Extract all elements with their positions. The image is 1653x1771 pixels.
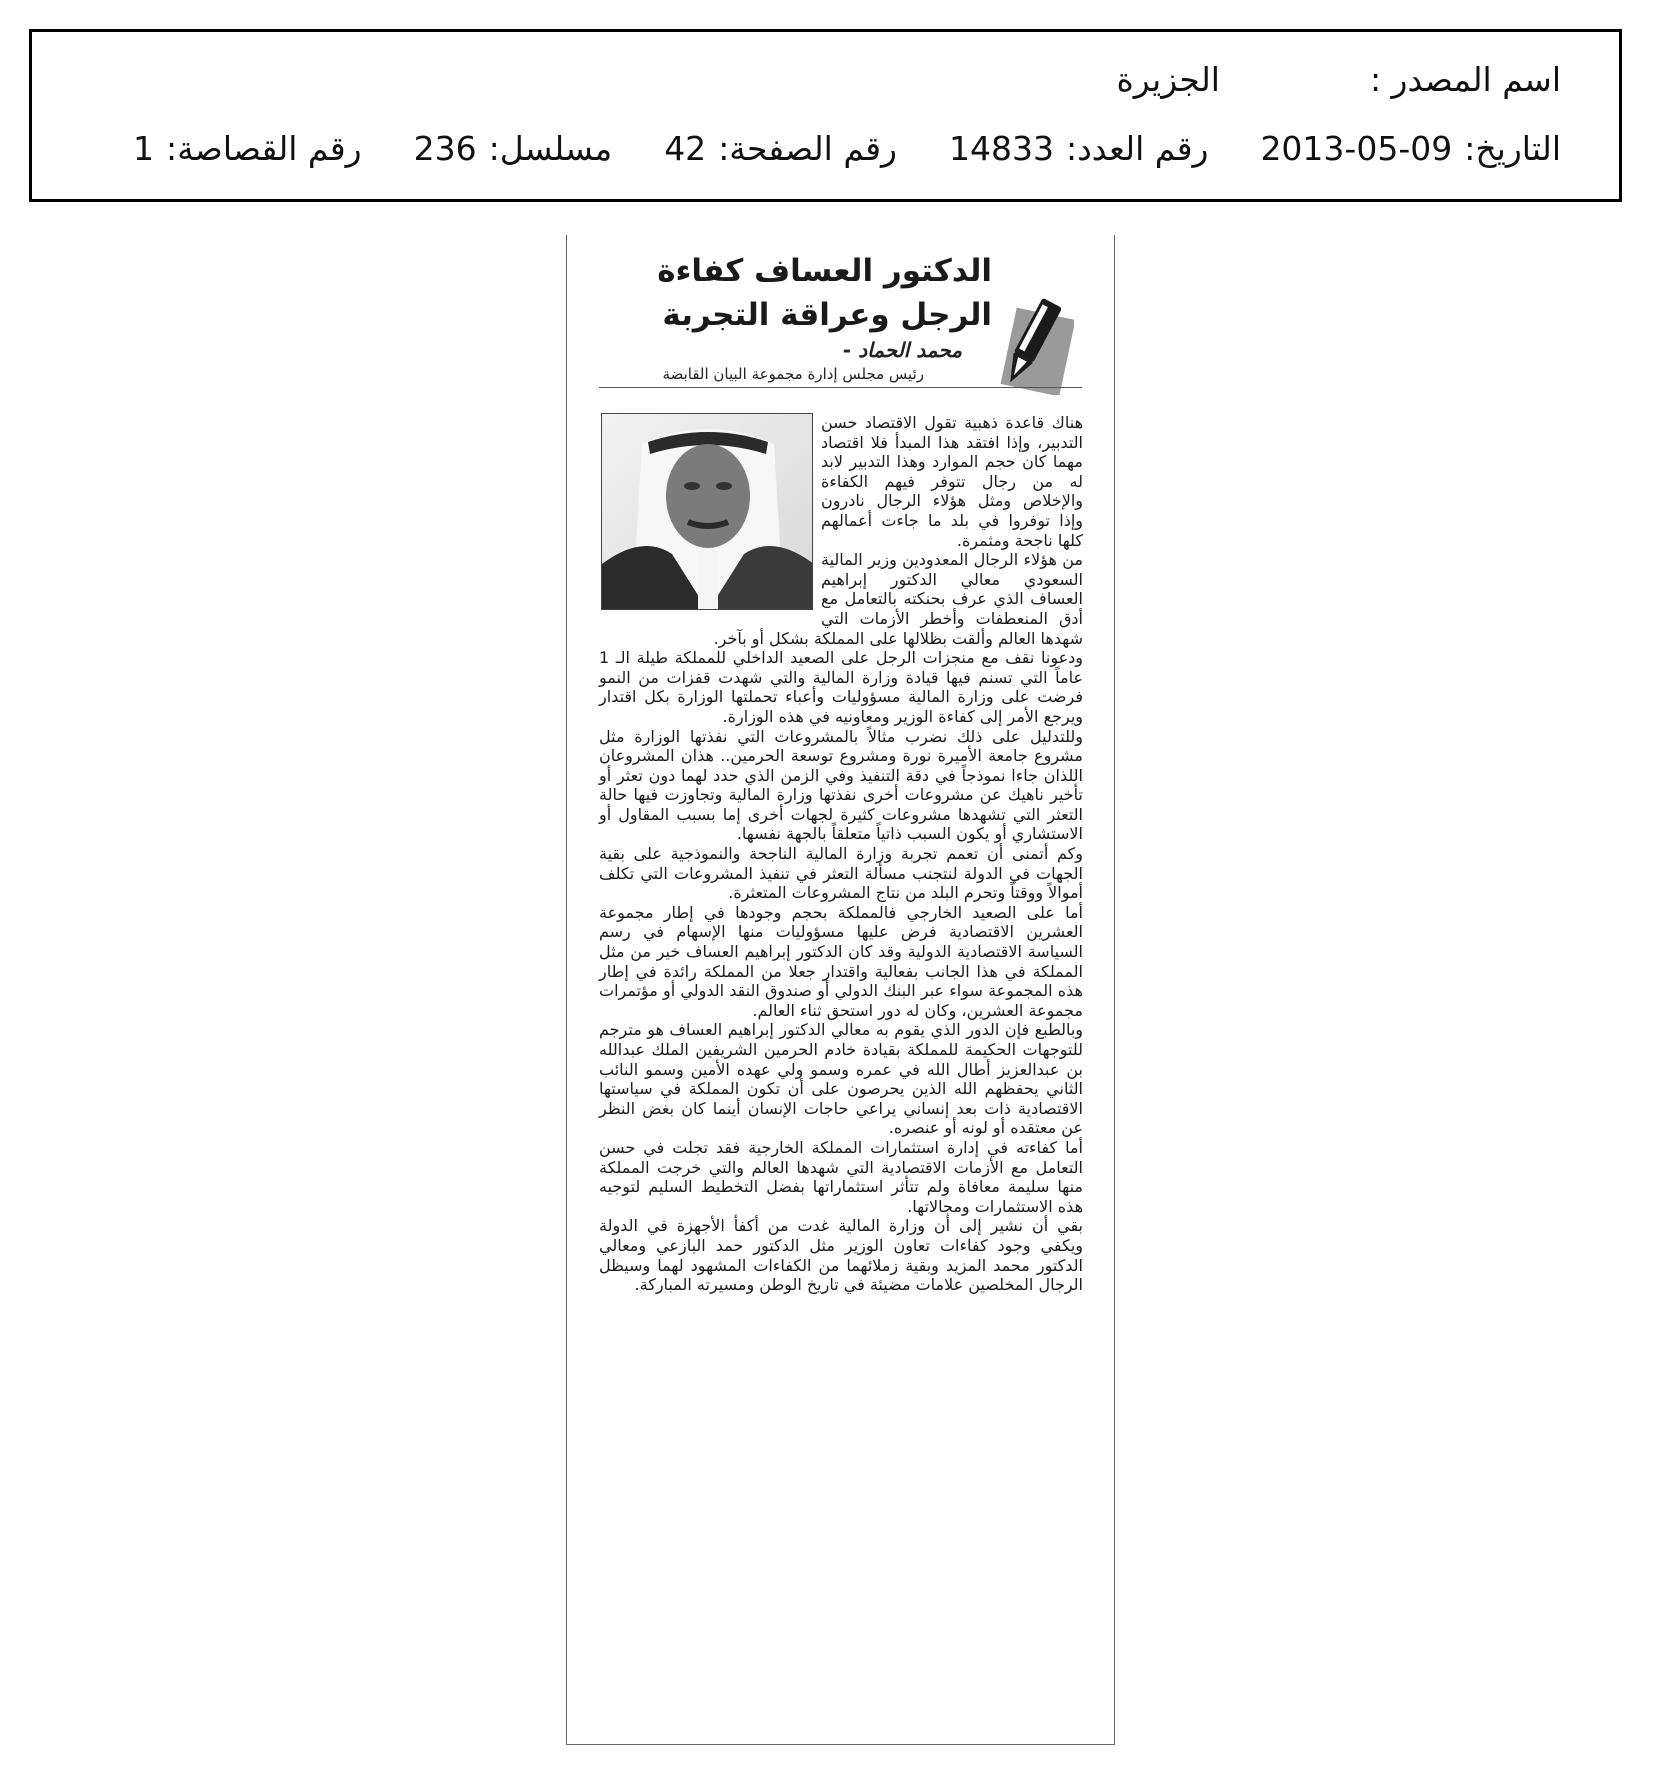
source-row	[1117, 54, 1561, 104]
author-role: رئيس مجلس إدارة مجموعة البيان القابضة	[662, 365, 924, 383]
article-headline: الدكتور العساف كفاءة الرجل وعراقة التجربة	[657, 253, 992, 333]
issue-value: 14833	[949, 128, 1054, 168]
source-value: الجزيرة	[1116, 59, 1220, 99]
serial-label: مسلسل:	[488, 128, 613, 168]
clip-number-field	[133, 129, 362, 168]
serial-field	[414, 129, 613, 168]
article-paragraph: وللتدليل على ذلك نضرب مثالاً بالمشروعات التي نفذتها الوزارة مثل مشروع جامعة الأميرة نورة ومشروع توسعة الحرمين.. هذان المشروعان اللذان جاءا نموذجاً في دقة التنفيذ وفي الزمن الذي حدد لهما دون تعثر أو تأخير ناهيك عن مشروعات أخرى نفذتها وزارة المالية وتجاوزت فيها حالة التعثر التي تشهدها مشروعات كثيرة لجهات أخرى إما بسبب المقاول أو الاستشاري أو يكون السبب ذاتياً متعلقاً بالجهة نفسها.	[599, 726, 1083, 844]
page-value: 42	[664, 128, 707, 168]
date-value: 2013-05-09	[1260, 128, 1453, 168]
divider	[599, 387, 1082, 388]
article-paragraph: هناك قاعدة ذهبية تقول الاقتصاد حسن التدبير، وإذا افتقد هذا المبدأ فلا اقتصاد مهما كان حجم الموارد وهذا التدبير لابد له من رجال تتوفر فيهم الكفاءة والإخلاص ومثل هؤلاء الرجال نادرون وإذا توفروا في بلد ما جاءت أعمالهم كلها ناجحة ومثمرة.	[821, 413, 1083, 550]
clipping-metadata-box	[29, 29, 1622, 202]
article-paragraph: أما على الصعيد الخارجي فالمملكة بحجم وجودها في إطار مجموعة العشرين الاقتصادية فرض عليها مسؤوليات منها الإسهام في رسم السياسة الاقتصادية الدولية وقد كان الدكتور إبراهيم العساف خير من مثل المملكة في هذا الجانب بفعالية واقتدار جعلا من المملكة رائدة في إطار هذه المجموعة سواء عبر البنك الدولي أو صندوق النقد الدولي أو مؤتمرات مجموعة العشرين، وكان له دور استحق ثناء العالم.	[599, 902, 1083, 1020]
newspaper-clipping	[566, 235, 1115, 1745]
source-label: اسم المصدر :	[1369, 59, 1561, 99]
serial-value: 236	[413, 128, 477, 168]
pen-icon	[988, 295, 1074, 395]
clip-number-label: رقم القصاصة:	[166, 128, 362, 168]
article-paragraph: وكم أتمنى أن تعمم تجربة وزارة المالية الناجحة والنموذجية على بقية الجهات في الدولة لنتجنب مسألة التعثر في تنفيذ المشروعات التي تكلف أموالاً ووقتاً وتحرم البلد من نتاج المشروعات المتعثرة.	[599, 844, 1083, 903]
issue-label: رقم العدد:	[1065, 128, 1209, 168]
date-label: التاريخ:	[1464, 128, 1561, 168]
article-body	[599, 413, 1083, 1295]
page-label: رقم الصفحة:	[718, 128, 897, 168]
article-paragraph: من هؤلاء الرجال المعدودين وزير المالية السعودي معالي الدكتور إبراهيم العساف الذي عرف بحنكته بالتعامل مع أدق المنعطفات وأخطر الأزمات التي شهدها العالم وألقت بظلالها على المملكة بشكل أو بآخر.	[713, 550, 1083, 648]
article-paragraph: أما كفاءته في إدارة استثمارات المملكة الخارجية فقد تجلت في حسن التعامل مع الأزمات الاقتصادية التي شهدها العالم والتي خرجت المملكة منها سليمة معافاة ولم تتأثر استثماراتها بفضل التخطيط السليم لتوجيه هذه الاستثمارات ومجالاتها.	[599, 1137, 1083, 1216]
article-paragraph: بقي أن نشير إلى أن وزارة المالية غدت من أكفأ الأجهزة في الدولة ويكفي وجود كفاءات تعاون الوزير مثل الدكتور حمد البازعي ومعالي الدكتور محمد المزيد وبقية زملائهما من الكفاءات المشهود لهما وسيظل الرجال المخلصين علامات مضيئة في تاريخ الوطن ومسيرته المباركة.	[599, 1216, 1083, 1295]
details-row	[133, 123, 1561, 173]
clip-number-value: 1	[133, 128, 154, 168]
issue-field	[949, 129, 1208, 168]
article-paragraph: ودعونا نقف مع منجزات الرجل على الصعيد الداخلي للمملكة طيلة الـ 1 عاماً التي تسنم فيها قيادة وزارة المالية والتي شهدت قفزات من النمو فرضت على وزارة المالية مسؤوليات وأعباء تحملتها الوزارة بكل اقتدار ويرجع الأمر إلى كفاءة الوزير ومعاونيه في هذه الوزارة.	[599, 648, 1083, 726]
date-field	[1260, 129, 1561, 168]
article-paragraph: وبالطبع فإن الدور الذي يقوم به معالي الدكتور إبراهيم العساف هو مترجم للتوجهات الحكيمة للمملكة بقيادة خادم الحرمين الشريفين الملك عبدالله بن عبدالعزيز أطال الله في عمره وسمو ولي عهده الأمين وسمو النائب الثاني يحفظهم الله الذين يحرصون على أن تكون المملكة في سياستها الاقتصادية ذات بعد إنساني يراعي حاجات الإنسان أينما كان بغض النظر عن معتقده أو لونه أو عنصره.	[599, 1020, 1083, 1138]
page-field	[664, 129, 897, 168]
author-name: محمد الحماد -	[842, 338, 962, 362]
